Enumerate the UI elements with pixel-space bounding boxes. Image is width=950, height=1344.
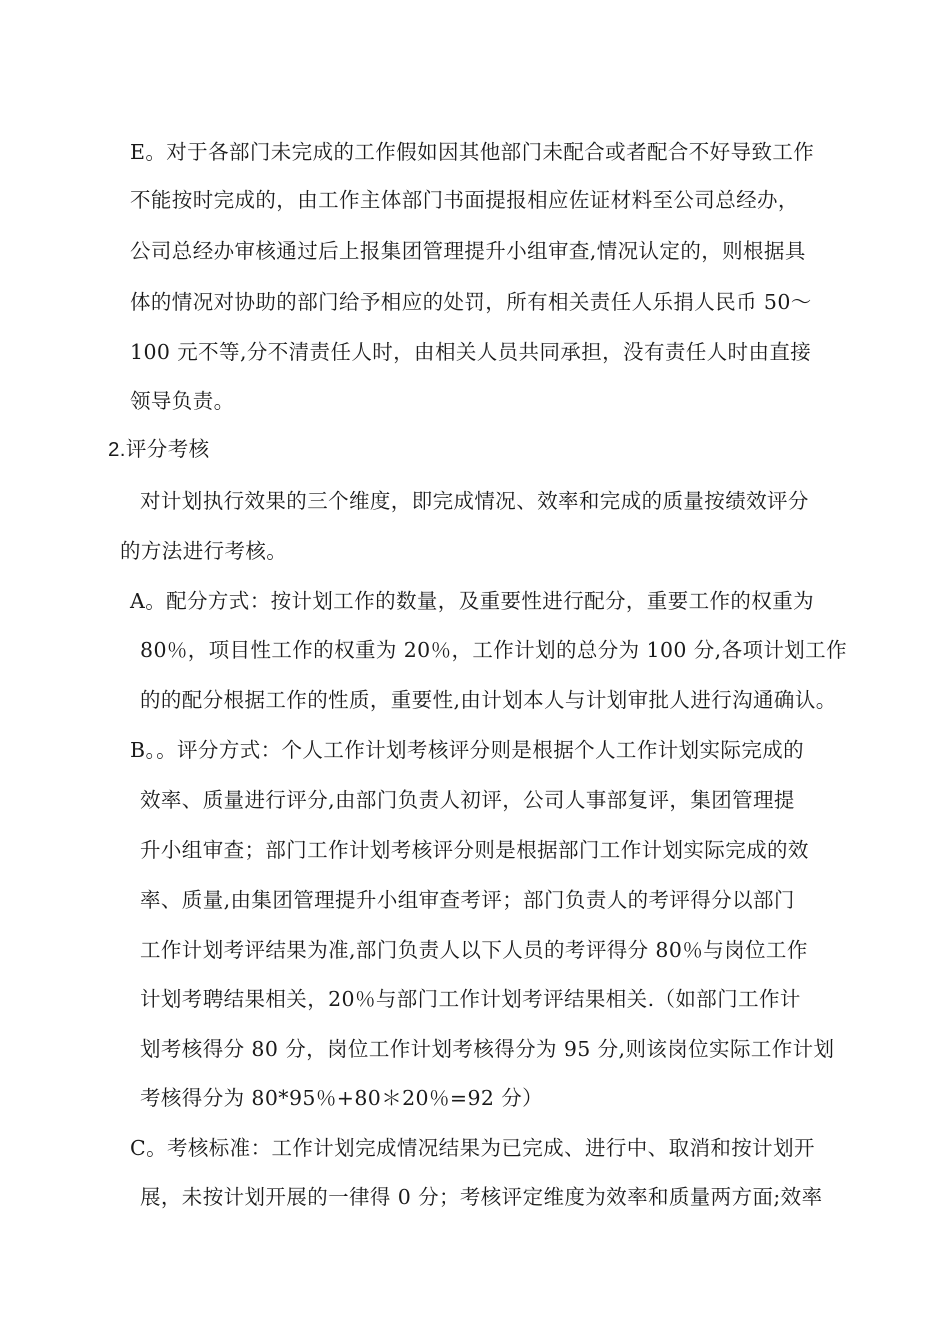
- section-heading: 2.评分考核: [108, 438, 210, 461]
- paragraph-e-line-3: 公司总经办审核通过后上报集团管理提升小组审查,情况认定的，则根据具: [130, 239, 806, 263]
- paragraph-b-line-8: 考核得分为 80*95％+80＊20％=92 分）: [140, 1086, 544, 1110]
- paragraph-b-line-3: 升小组审查；部门工作计划考核评分则是根据部门工作计划实际完成的效: [140, 838, 809, 862]
- paragraph-b-line-2: 效率、质量进行评分,由部门负责人初评，公司人事部复评，集团管理提: [140, 788, 795, 812]
- paragraph-b-line-4: 率、质量,由集团管理提升小组审查考评；部门负责人的考评得分以部门: [140, 888, 795, 912]
- paragraph-a-line-2: 80％，项目性工作的权重为 20％，工作计划的总分为 100 分,各项计划工作: [140, 638, 847, 662]
- paragraph-b-line-1: B。。评分方式：个人工作计划考核评分则是根据个人工作计划实际完成的: [130, 738, 805, 762]
- paragraph-e-line-4: 体的情况对协助的部门给予相应的处罚，所有相关责任人乐捐人民币 50～: [130, 290, 812, 314]
- paragraph-c-line-2: 展，未按计划开展的一律得 0 分；考核评定维度为效率和质量两方面;效率: [140, 1185, 823, 1209]
- paragraph-a-line-3: 的的配分根据工作的性质，重要性,由计划本人与计划审批人进行沟通确认。: [140, 688, 837, 712]
- paragraph-c-line-1: C。考核标准：工作计划完成情况结果为已完成、进行中、取消和按计划开: [130, 1136, 815, 1160]
- section-intro-line-2: 的方法进行考核。: [120, 539, 288, 563]
- paragraph-a-line-1: A。配分方式：按计划工作的数量，及重要性进行配分，重要工作的权重为: [130, 589, 815, 613]
- paragraph-e-line-2: 不能按时完成的，由工作主体部门书面提报相应佐证材料至公司总经办，: [130, 188, 799, 212]
- paragraph-e-line-1: E。对于各部门未完成的工作假如因其他部门未配合或者配合不好导致工作: [130, 140, 815, 164]
- section-intro-line-1: 对计划执行效果的三个维度，即完成情况、效率和完成的质量按绩效评分: [140, 489, 809, 513]
- paragraph-b-line-5: 工作计划考评结果为准,部门负责人以下人员的考评得分 80％与岗位工作: [140, 938, 808, 962]
- paragraph-e-line-5: 100 元不等,分不清责任人时，由相关人员共同承担，没有责任人时由直接: [130, 340, 812, 364]
- paragraph-e-line-6: 领导负责。: [130, 389, 235, 413]
- paragraph-b-line-7: 划考核得分 80 分，岗位工作计划考核得分为 95 分,则该岗位实际工作计划: [140, 1037, 835, 1061]
- paragraph-b-line-6: 计划考聘结果相关，20％与部门工作计划考评结果相关.（如部门工作计: [140, 987, 801, 1011]
